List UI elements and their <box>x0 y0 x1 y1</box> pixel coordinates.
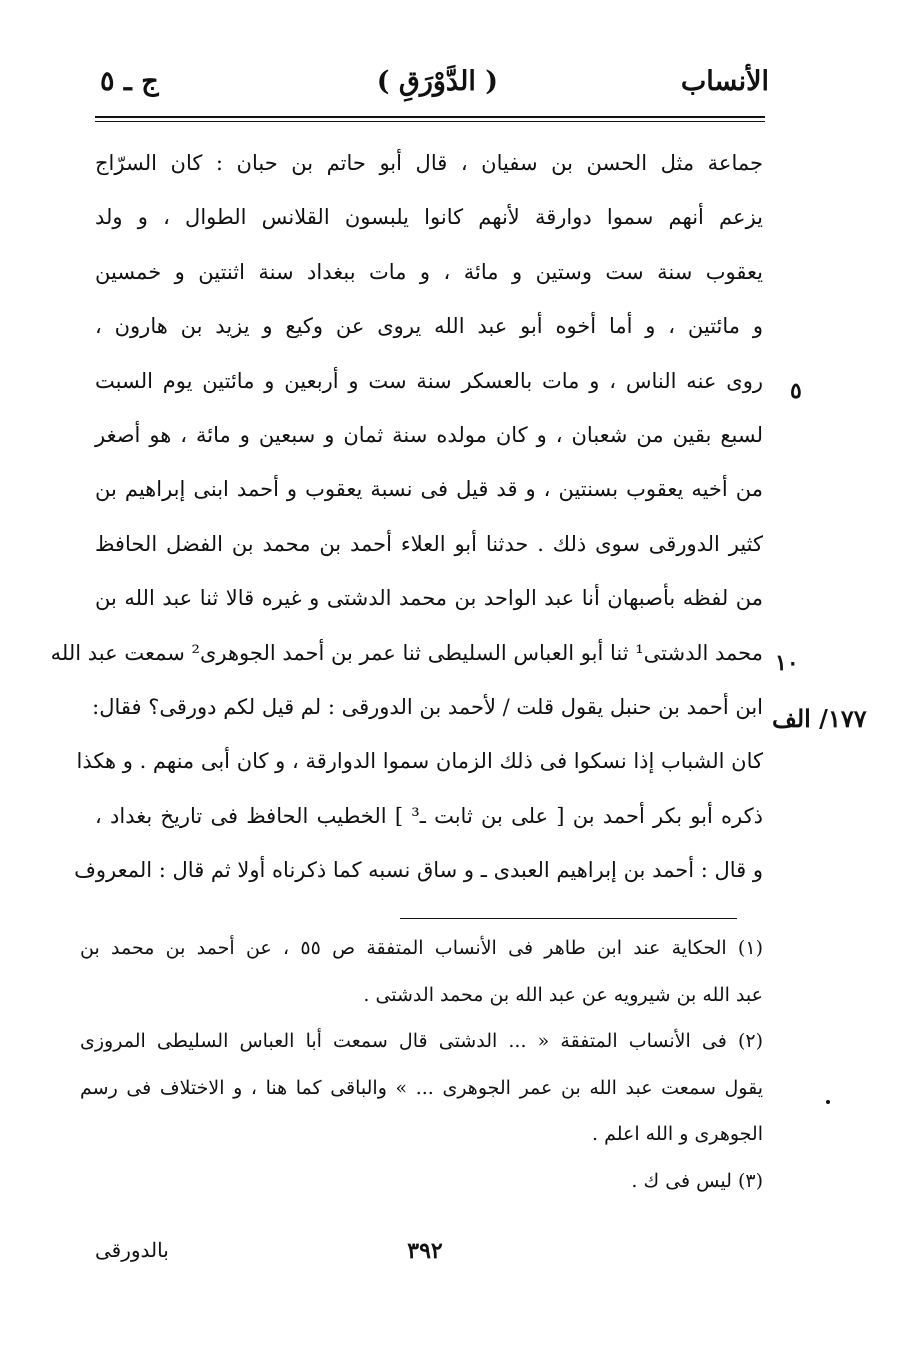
footnote-line: (١) الحكاية عند ابن طاهر فى الأنساب المتفقة ص ٥٥ ، عن أحمد بن محمد بن <box>80 937 763 959</box>
footnote-line: (٢) فى الأنساب المتفقة « ... الدشتى قال سمعت أبا العباس السليطى المروزى <box>80 1030 763 1052</box>
header-rule-thick <box>95 116 765 118</box>
manuscript-folio-marker: ١٧٧/ الف <box>772 704 867 733</box>
footnote-separator <box>400 918 737 919</box>
text-line: ذكره أبو بكر أحمد بن [ على بن ثابت ـ³ ] الخطيب الحافظ فى تاريخ بغداد ، <box>95 803 763 828</box>
text-line: روى عنه الناس ، و مات بالعسكر سنة ست و أربعين و مائتين يوم السبت <box>95 368 763 393</box>
text-line: ابن أحمد بن حنبل يقول قلت / لأحمد بن الدورقى : لم قيل لكم دورقى؟ فقال: <box>92 694 763 719</box>
text-line: و قال : أحمد بن إبراهيم العبدى ـ و ساق نسبه كما ذكرناه أولا ثم قال : المعروف <box>74 858 763 883</box>
footnote-line: (٣) ليس فى ك . <box>631 1169 763 1192</box>
header-rule-thin <box>95 121 765 122</box>
footnote-line: يقول سمعت عبد الله بن عمر الجوهرى ... » والباقى كما هنا ، و الاختلاف فى رسم <box>80 1076 763 1099</box>
running-title: الأنساب <box>680 66 769 97</box>
footnote-line: الجوهرى و الله اعلم . <box>592 1123 763 1145</box>
text-line: جماعة مثل الحسن بن سفيان ، قال أبو حاتم بن حبان : كان السرّاج <box>95 151 763 175</box>
line-number-5: ٥ <box>790 378 802 404</box>
line-number-10: ١٠ <box>775 650 799 676</box>
text-line: يعقوب سنة ست وستين و مائة ، و مات ببغداد سنة اثنتين و خمسين <box>95 259 763 284</box>
margin-dot <box>826 1100 830 1104</box>
page-number: ٣٩٢ <box>407 1238 443 1264</box>
main-text <box>50 136 763 897</box>
text-line: لسبع بقين من شعبان ، و كان مولده سنة ثمان و سبعين و مائة ، هو أصغر <box>95 422 763 447</box>
volume-number: ج ـ ٥ <box>100 66 159 97</box>
text-line: كثير الدورقى سوى ذلك . حدثنا أبو العلاء أحمد بن محمد بن الفضل الحافظ <box>95 531 763 556</box>
footnote-line: عبد الله بن شيرويه عن عبد الله بن محمد الدشتى . <box>363 983 763 1006</box>
text-line: يزعم أنهم سموا دوارقة لأنهم كانوا يلبسون القلانس الطوال ، و ولد <box>95 205 763 230</box>
text-line: و مائتين ، و أما أخوه أبو عبد الله يروى عن وكيع و يزيد بن هارون ، <box>95 314 763 339</box>
footnotes <box>80 925 763 1204</box>
text-line: من لفظه بأصبهان أنا عبد الواحد بن محمد الدشتى و غيره قالا ثنا عبد الله بن <box>95 586 763 611</box>
catchword: بالدورقى <box>95 1238 169 1262</box>
text-line: من أخيه يعقوب بسنتين ، و قد قيل فى نسبة يعقوب و أحمد ابنى إبراهيم بن <box>95 477 763 502</box>
text-line: محمد الدشتى¹ ثنا أبو العباس السليطى ثنا عمر بن أحمد الجوهرى² سمعت عبد الله <box>50 640 763 665</box>
text-line: كان الشباب إذا نسكوا فى ذلك الزمان سموا الدوارقة ، و كان أبى منهم . و هكذا <box>76 749 763 774</box>
entry-heading: ( الدَّوْرَقِ ) <box>376 66 498 97</box>
